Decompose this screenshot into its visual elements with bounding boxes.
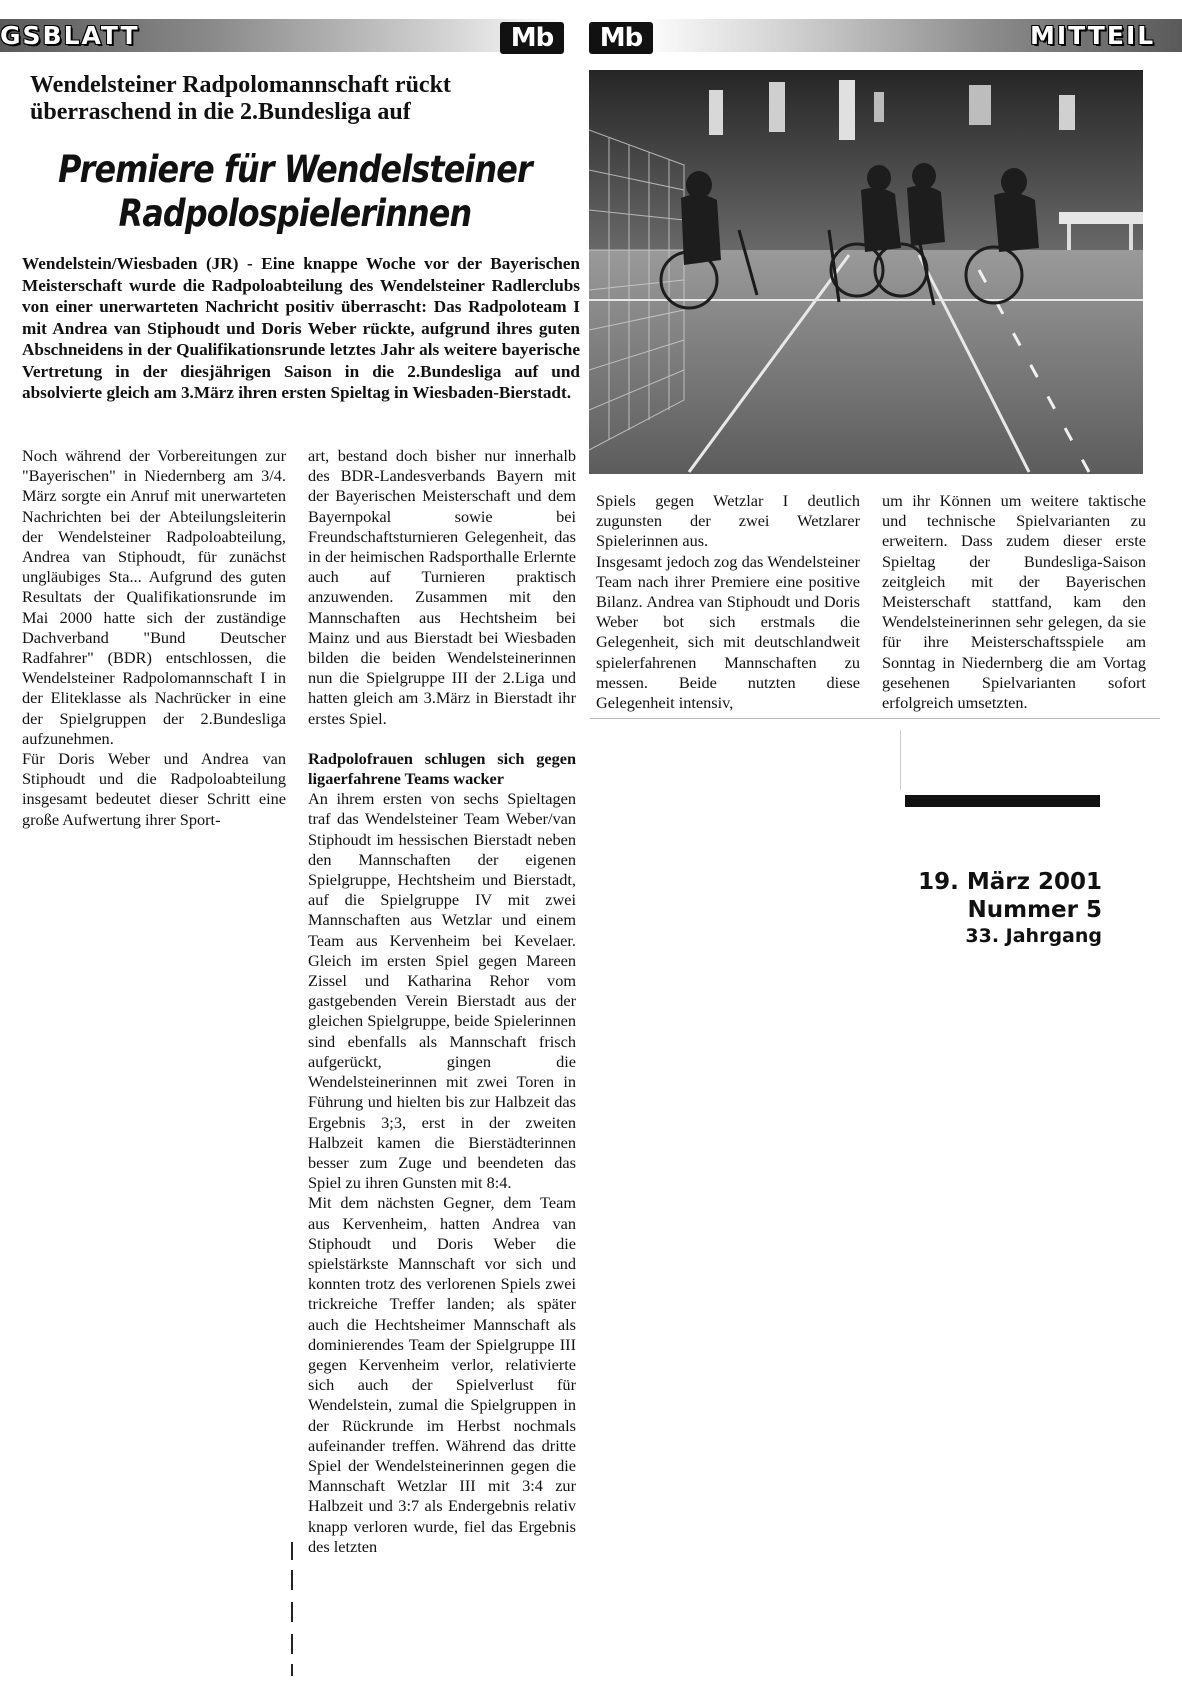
column-4-paragraph-1: um ihr Können um weitere taktische und technische Spielvarianten zu erweitern. Dass zudem dieser erste Spieltag der Bundesliga-Saison zeitgleich mit der Bayerischen Meisterschaft stattfand, kam den Wendelsteinerinnen sehr gelegen, da sie für ihre Meisterschaftsspiele am Sonntag in Niedernberg die am Vortag gesehenen Spielvarianten sofort erfolgreich umsetzten.: [882, 491, 1146, 713]
article-photo: [589, 70, 1143, 474]
issue-number: Nummer 5: [967, 897, 1102, 923]
article-headline: [41, 148, 548, 236]
column-1-paragraph-1: Noch während der Vorbereitungen zur "Bayerischen" in Niedernberg am 3/4. März sorgte ein Anruf mit unerwarteten Nachrichten bei der Abteilungsleiterin der Wendelsteiner Radpoloabteilung, Andrea van Stiphoudt, für zunächst ungläubiges Sta... Aufgrund des guten Resultats der Qualifikationsrunde im Mai 2000 hatte sich der zuständige Dachverband "Bund Deutscher Radfahrer" (BDR) entschlossen, die Wendelsteiner Radpolomannschaft I in der Eliteklasse als Nachrücker in eine der Spielgruppen der 2.Bundesliga aufzunehmen.: [22, 446, 286, 748]
column-divider: [590, 718, 1160, 719]
column-2-paragraph-1: art, bestand doch bisher nur innerhalb des BDR-Landesverbands Bayern mit der Bayerischen Meisterschaft und dem Bayernpokal sowie bei Freundschaftsturnieren Gelegenheit, das in der heimischen Radsporthalle Erlernte auch auf Turnieren praktisch anzuwenden. Zusammen mit den Mannschaften aus Hechtsheim bei Mainz und aus Bierstadt bei Wiesbaden bilden die beiden Wendelsteinerinnen nun die Spielgruppe III der 2.Liga und hatten gleich am 3.März in Bierstadt ihr erstes Spiel.: [308, 446, 576, 728]
article-column-3: [596, 491, 860, 713]
headline-line-2: Radpolospielerinnen: [118, 192, 472, 235]
article-kicker: [30, 72, 570, 126]
kicker-line-1: Wendelsteiner Radpolomannschaft rückt: [30, 72, 451, 98]
photo-cycleball-players: [589, 70, 1143, 474]
masthead-right-text: MITTEIL: [1030, 21, 1156, 50]
article-column-2: [308, 446, 576, 1557]
issue-rule: [905, 795, 1100, 807]
kicker-line-2: überraschend in die 2.Bundesliga auf: [30, 99, 411, 125]
article-lead: Wendelstein/Wiesbaden (JR) - Eine knappe Woche vor der Bayerischen Meisterschaft wurde die Radpoloabteilung des Wendelsteiner Radlerclubs von einer unerwarteten Nachricht positiv überrascht: Das Radpoloteam I mit Andrea van Stiphoudt und Doris Weber rückte, aufgrund ihres guten Abschneidens in der Qualifikationsrunde letztes Jahr als weitere bayerische Vertretung in der diesjährigen Saison in die 2.Bundesliga auf und absolvierte gleich am 3.März ihren ersten Spieltag in Wiesbaden-Bierstadt.: [22, 254, 580, 402]
column-1-paragraph-2: Für Doris Weber und Andrea van Stiphoudt und die Radpoloabteilung insgesamt bedeutet dieser Schritt eine große Aufwertung ihrer Sport-: [22, 749, 286, 829]
masthead-logo: Mb: [500, 22, 564, 54]
column-2-paragraph-2: An ihrem ersten von sechs Spieltagen traf das Wendelsteiner Team Weber/van Stiphoudt im hessischen Bierstadt neben den Mannschaften der eigenen Spielgruppe, Hechtsheim und Bierstadt, auf die Spielgruppe IV mit zwei Mannschaften aus Wetzlar und einem Team aus Kervenheim bei Kevelaer. Gleich im ersten Spiel gegen Mareen Zissel und Katharina Rehor vom gastgebenden Verein Bierstadt aus der gleichen Spielgruppe, beide Spielerinnen sind ebenfalls als Mannschaft frisch aufgerückt, gingen die Wendelsteinerinnen mit zwei Toren in Führung und hielten bis zur Halbzeit das Ergebnis 3;3, erst in der zweiten Halbzeit kamen die Bierstädterinnen besser zum Zuge und beendeten das Spiel zu ihren Gunsten mit 8:4.: [308, 789, 576, 1193]
issue-date: 19. März 2001: [918, 869, 1102, 895]
masthead-logo-2: Mb: [589, 22, 653, 54]
masthead-left-text: GSBLATT: [0, 21, 140, 50]
column-3-paragraph-2: Insgesamt jedoch zog das Wendelsteiner Team nach ihrer Premiere eine positive Bilanz. Andrea van Stiphoudt und Doris Weber bot sich erstmals die Gelegenheit, sich mit deutschlandweit spielerfahrenen Mannschaften zu messen. Beide nutzten diese Gelegenheit intensiv,: [596, 551, 860, 713]
headline-line-1: Premiere für Wendelsteiner: [58, 148, 532, 191]
vertical-rule: [900, 730, 901, 790]
column-2-subheading: Radpolofrauen schlugen sich gegen ligaerfahrene Teams wacker: [308, 748, 576, 789]
column-3-paragraph-1: Spiels gegen Wetzlar I deutlich zugunsten der zwei Wetzlarer Spielerinnen aus.: [596, 491, 860, 551]
issue-info: [880, 868, 1102, 948]
column-2-paragraph-3: Mit dem nächsten Gegner, dem Team aus Kervenheim, hatten Andrea van Stiphoudt und Doris Weber die spielstärkste Mannschaft vor sich und konnten trotz des verlorenen Spiels zwei trickreiche Treffer landen; als später auch die Hechtsheimer Mannschaft als dominierendes Team der Spielgruppe III gegen Kervenheim verlor, relativierte sich auch der Spielverlust für Wendelstein, zumal die Spielgruppen in der Rückrunde im Herbst nochmals aufeinander treffen. Während das dritte Spiel der Wendelsteinerinnen gegen die Mannschaft Wetzlar III mit 3:4 zur Halbzeit und 3:7 als Endergebnis relativ knapp verloren wurde, fiel das Ergebnis des letzten: [308, 1193, 576, 1556]
margin-marks: [288, 1540, 296, 1680]
issue-volume: 33. Jahrgang: [965, 925, 1102, 947]
article-column-4: [882, 491, 1146, 713]
article-column-1: [22, 446, 286, 830]
